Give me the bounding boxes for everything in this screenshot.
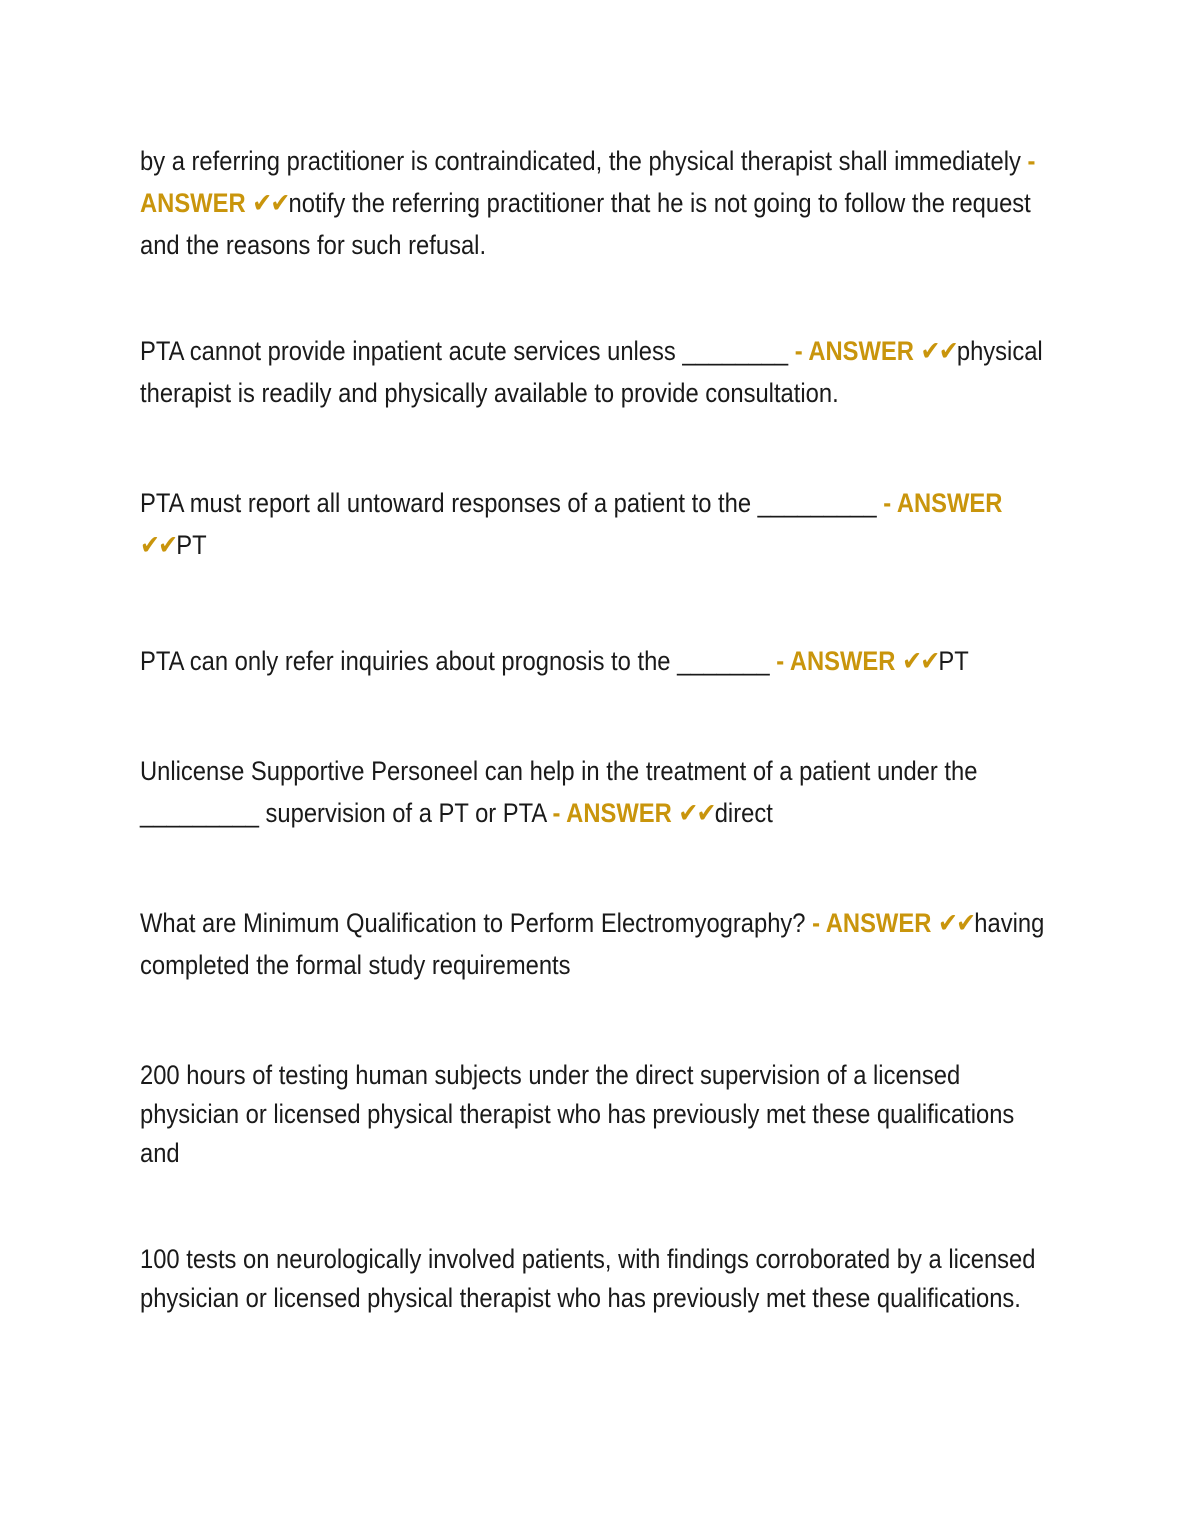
qa-item-2	[140, 330, 1060, 414]
note-paragraph-2	[140, 1240, 1060, 1318]
question-text: Unlicense Supportive Personeel can help in the treatment of a patient under the _________ supervision of a PT or PTA	[140, 756, 978, 828]
double-check-icon: ✔✔	[678, 798, 715, 828]
qa-item-6	[140, 902, 1060, 986]
answer-tag: - ANSWER	[883, 488, 1003, 518]
answer-text: notify the referring practitioner that he is not going to follow the request and the reasons for such refusal.	[140, 188, 1031, 260]
question-text: PTA cannot provide inpatient acute services unless ________	[140, 336, 795, 366]
answer-tag: - ANSWER	[794, 336, 914, 366]
double-check-icon: ✔✔	[902, 646, 939, 676]
qa-item-1	[140, 140, 1060, 266]
answer-text: PT	[938, 646, 969, 676]
answer-text: having completed the formal study requirements	[140, 908, 1045, 980]
note-text: 100 tests on neurologically involved patients, with findings corroborated by a licensed physician or licensed physical therapist who has previously met these qualifications.	[140, 1244, 1036, 1313]
answer-tag: - ANSWER	[140, 146, 1036, 218]
answer-text: physical therapist is readily and physically available to provide consultation.	[140, 336, 1043, 408]
answer-text: PT	[176, 530, 207, 560]
qa-item-5	[140, 750, 1060, 834]
double-check-icon: ✔✔	[252, 188, 289, 218]
double-check-icon: ✔✔	[920, 336, 957, 366]
qa-item-4	[140, 640, 1060, 682]
note-text: 200 hours of testing human subjects under the direct supervision of a licensed physician or licensed physical therapist who has previously met these qualifications and	[140, 1060, 1015, 1168]
answer-tag: - ANSWER	[776, 646, 896, 676]
double-check-icon: ✔✔	[140, 530, 177, 560]
question-text: PTA can only refer inquiries about prognosis to the _______	[140, 646, 777, 676]
question-text: PTA must report all untoward responses of a patient to the _________	[140, 488, 884, 518]
answer-tag: - ANSWER	[812, 908, 932, 938]
question-text: by a referring practitioner is contraindicated, the physical therapist shall immediately	[140, 146, 1028, 176]
answer-tag: - ANSWER	[552, 798, 672, 828]
double-check-icon: ✔✔	[937, 908, 975, 938]
note-paragraph-1	[140, 1056, 1060, 1173]
qa-item-3	[140, 482, 1060, 566]
question-text: What are Minimum Qualification to Perform Electromyography?	[140, 908, 813, 938]
answer-text: direct	[714, 798, 773, 828]
